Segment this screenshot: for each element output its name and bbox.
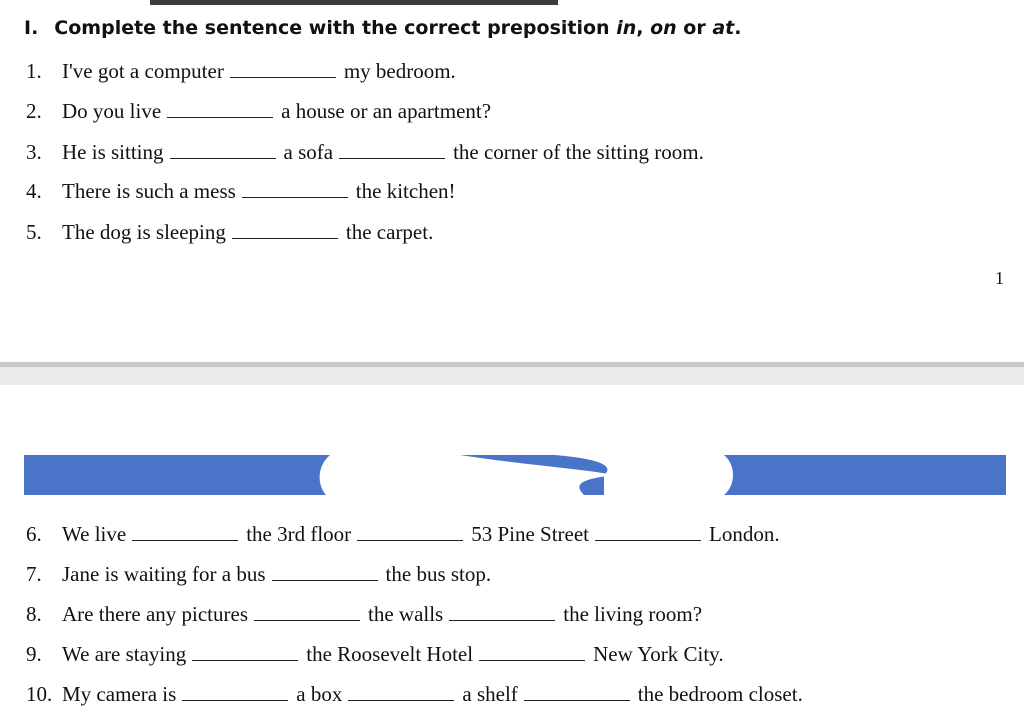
exercise-heading: I. Complete the sentence with the correct preposition in, on or at.	[24, 17, 742, 39]
answer-blank[interactable]	[524, 682, 630, 701]
option-in: in	[616, 17, 637, 39]
sentence-item: 10. My camera is a box a shelf the bedroom closet.	[26, 682, 803, 706]
sentence-item: 3. He is sitting a sofa the corner of the sitting room.	[26, 140, 704, 164]
answer-blank[interactable]	[339, 140, 445, 159]
header-banner	[24, 455, 1006, 495]
answer-blank[interactable]	[170, 140, 276, 159]
answer-blank[interactable]	[595, 522, 701, 541]
page-gap	[0, 367, 1024, 385]
exercise-number: I.	[24, 17, 39, 39]
sentence-item: 2. Do you live a house or an apartment?	[26, 99, 492, 123]
answer-blank[interactable]	[230, 59, 336, 78]
page-number: 1	[995, 268, 1004, 288]
answer-blank[interactable]	[232, 220, 338, 239]
option-on: on	[650, 17, 677, 39]
answer-blank[interactable]	[254, 602, 360, 621]
answer-blank[interactable]	[167, 99, 273, 118]
answer-blank[interactable]	[272, 562, 378, 581]
top-edge-bar	[150, 0, 558, 5]
sentence-item: 7. Jane is waiting for a bus the bus stop.	[26, 562, 492, 586]
answer-blank[interactable]	[132, 522, 238, 541]
answer-blank[interactable]	[192, 642, 298, 661]
banner-cutout-shape	[24, 455, 1006, 495]
sentence-item: 9. We are staying the Roosevelt Hotel New York City.	[26, 642, 724, 666]
answer-blank[interactable]	[348, 682, 454, 701]
option-at: at	[712, 17, 735, 39]
sentence-item: 8. Are there any pictures the walls the living room?	[26, 602, 703, 626]
answer-blank[interactable]	[242, 179, 348, 198]
answer-blank[interactable]	[449, 602, 555, 621]
answer-blank[interactable]	[357, 522, 463, 541]
sentence-item: 4. There is such a mess the kitchen!	[26, 179, 456, 203]
answer-blank[interactable]	[479, 642, 585, 661]
answer-blank[interactable]	[182, 682, 288, 701]
sentence-item: 1. I've got a computer my bedroom.	[26, 59, 456, 83]
sentence-item: 6. We live the 3rd floor 53 Pine Street London.	[26, 522, 780, 546]
heading-text: Complete the sentence with the correct preposition	[54, 17, 617, 39]
sentence-item: 5. The dog is sleeping the carpet.	[26, 220, 434, 244]
